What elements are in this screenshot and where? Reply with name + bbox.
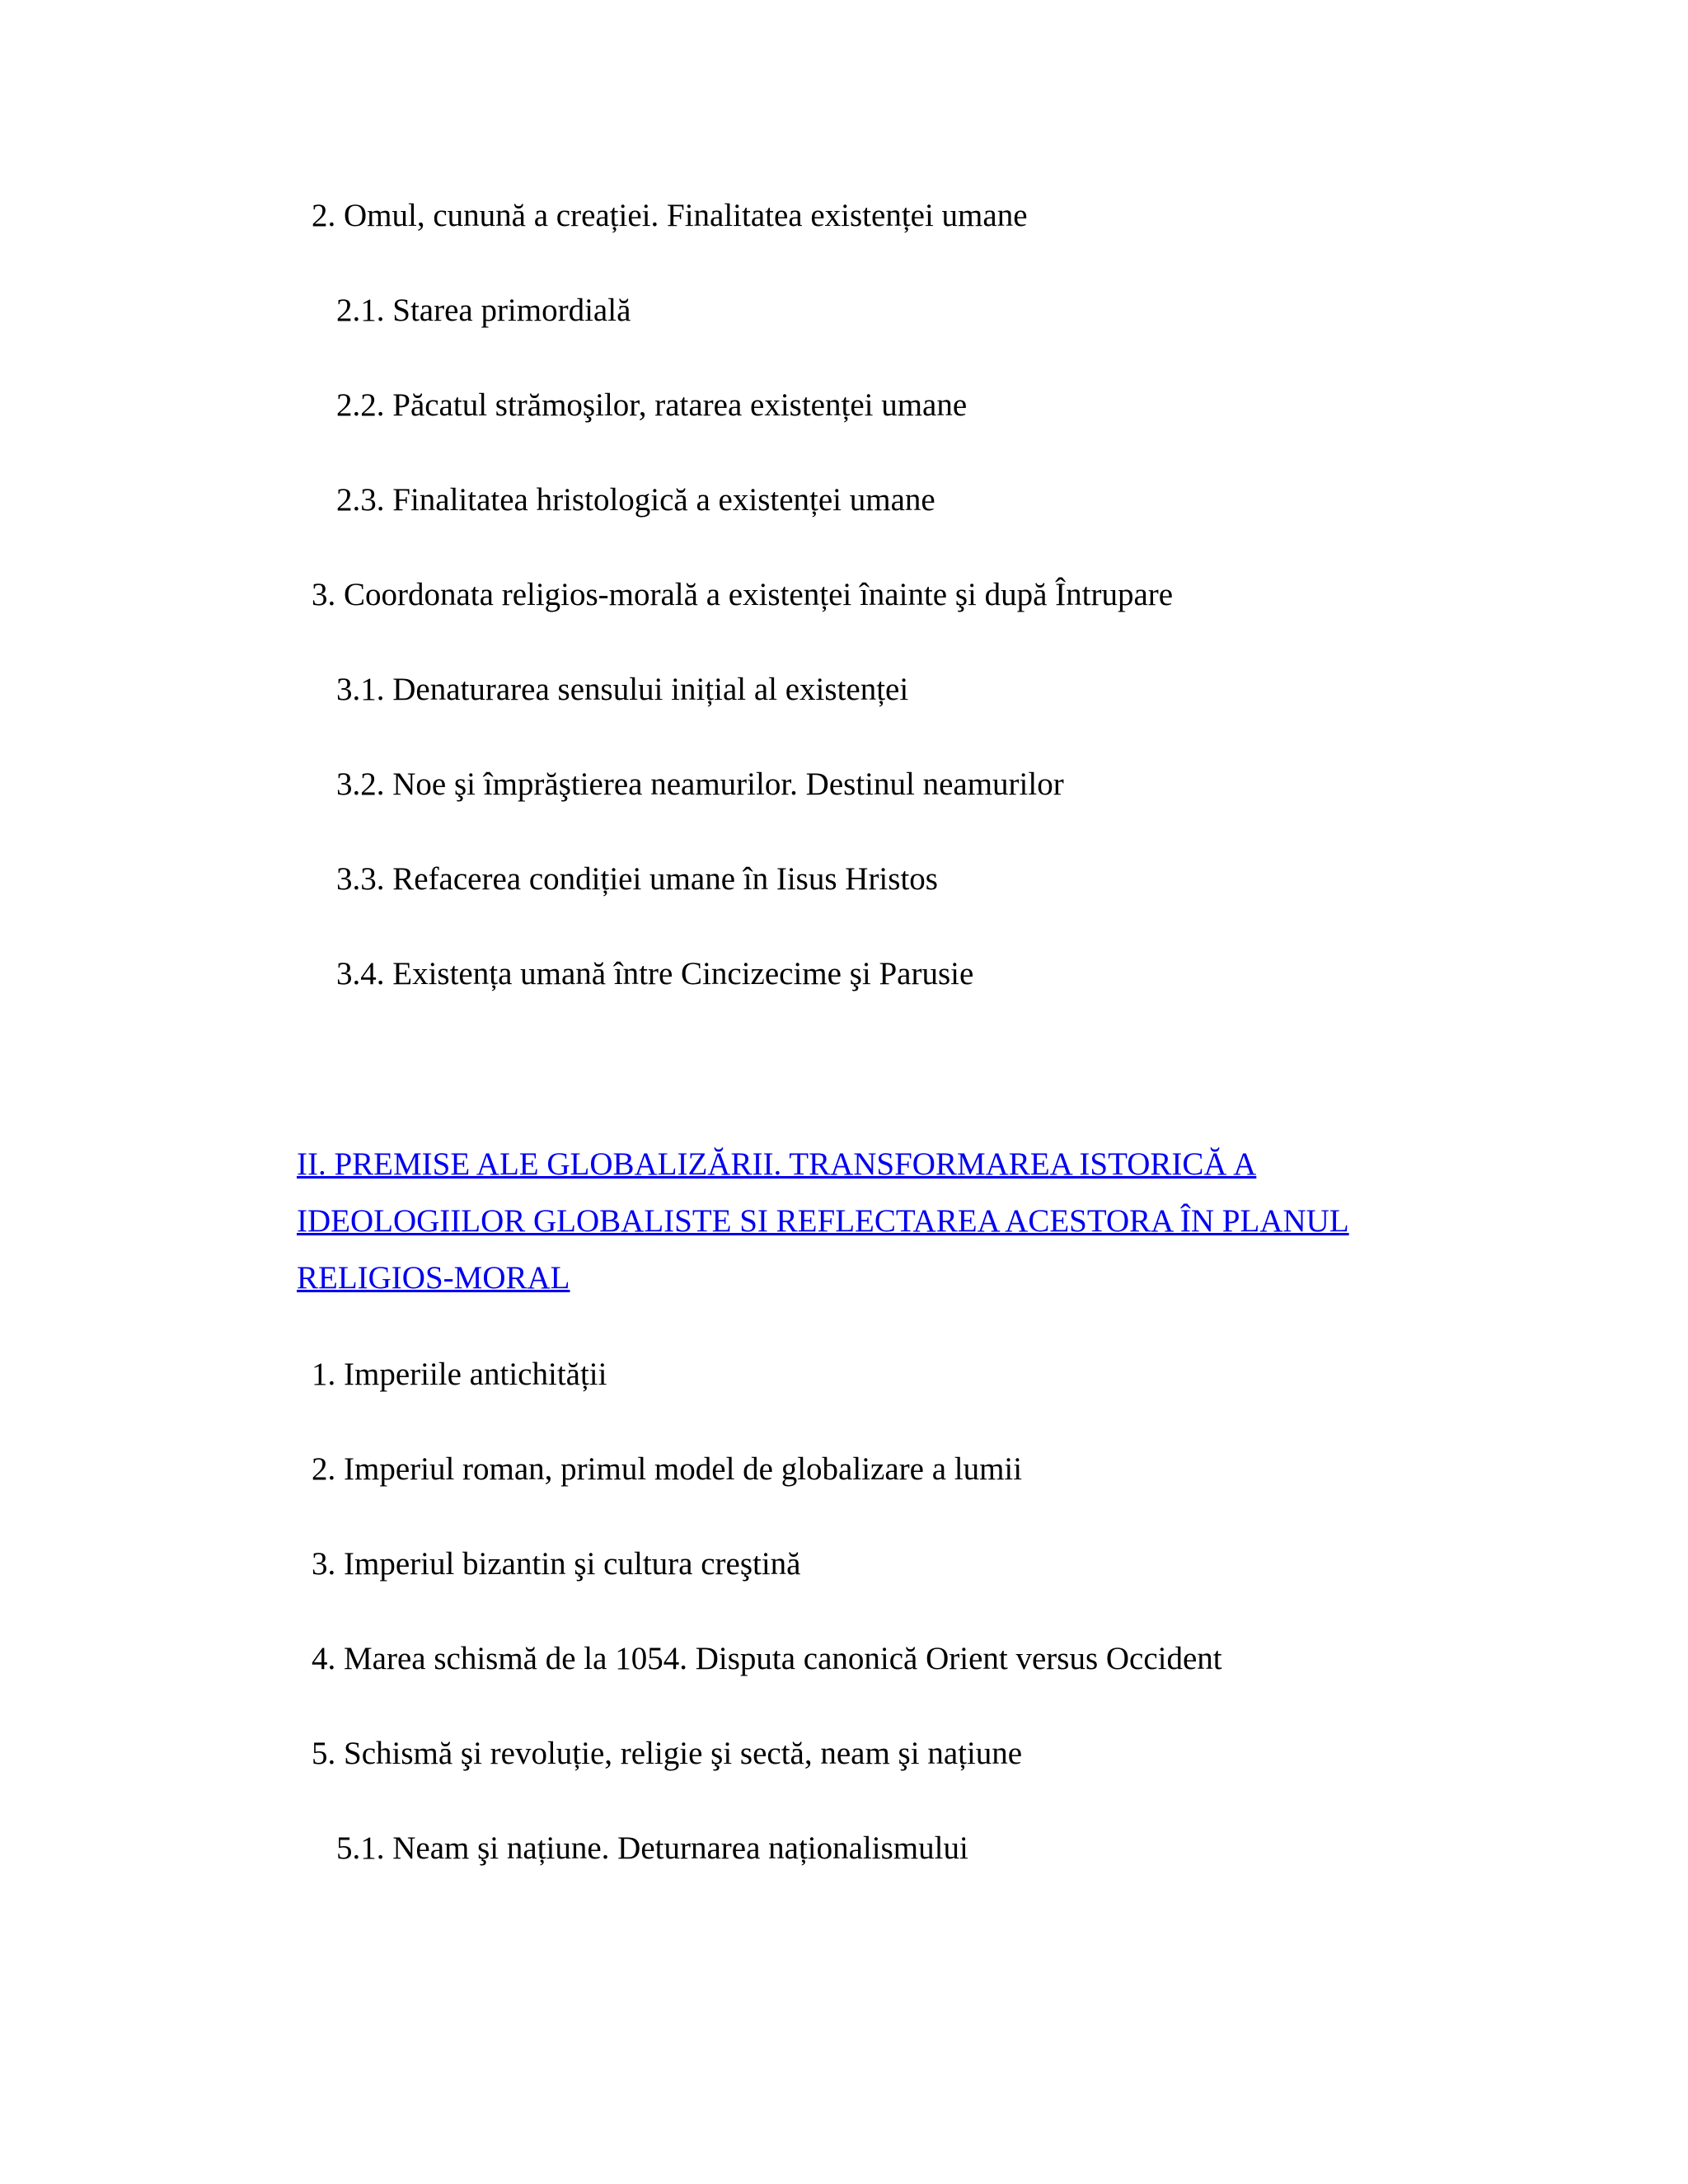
toc-entry: 2.2. Păcatul strămoşilor, ratarea existenței umane xyxy=(336,387,968,423)
section-heading-link[interactable] xyxy=(297,1136,1451,1306)
toc-entry: 3. Coordonata religios-morală a existenței înainte şi după Întrupare xyxy=(312,577,1174,612)
section-heading-line[interactable]: II. PREMISE ALE GLOBALIZĂRII. TRANSFORMAREA ISTORICĂ A xyxy=(297,1146,1257,1182)
section-heading-line[interactable]: RELIGIOS-MORAL xyxy=(297,1260,570,1296)
toc-entry: 2. Imperiul roman, primul model de globalizare a lumii xyxy=(312,1451,1023,1487)
toc-entry: 3.4. Existența umană între Cincizecime şi Parusie xyxy=(336,956,974,991)
toc-entry: 3.2. Noe şi împrăştierea neamurilor. Destinul neamurilor xyxy=(336,766,1064,802)
toc-entry: 2. Omul, cunună a creației. Finalitatea existenței umane xyxy=(312,198,1028,233)
toc-entry: 5. Schismă şi revoluție, religie şi sectă, neam şi națiune xyxy=(312,1736,1023,1771)
toc-entry: 1. Imperiile antichității xyxy=(312,1357,607,1392)
toc-entry: 3. Imperiul bizantin şi cultura creştină xyxy=(312,1546,801,1582)
toc-entry: 3.1. Denaturarea sensului inițial al existenței xyxy=(336,672,909,707)
toc-entry: 4. Marea schismă de la 1054. Disputa canonică Orient versus Occident xyxy=(312,1641,1222,1676)
toc-entry: 2.3. Finalitatea hristologică a existenței umane xyxy=(336,482,935,518)
toc-entry: 3.3. Refacerea condiției umane în Iisus Hristos xyxy=(336,861,938,897)
toc-entry: 2.1. Starea primordială xyxy=(336,293,631,328)
section-heading-line[interactable]: IDEOLOGIILOR GLOBALISTE SI REFLECTAREA ACESTORA ÎN PLANUL xyxy=(297,1203,1349,1239)
toc-entry: 5.1. Neam şi națiune. Deturnarea naționalismului xyxy=(336,1830,968,1866)
